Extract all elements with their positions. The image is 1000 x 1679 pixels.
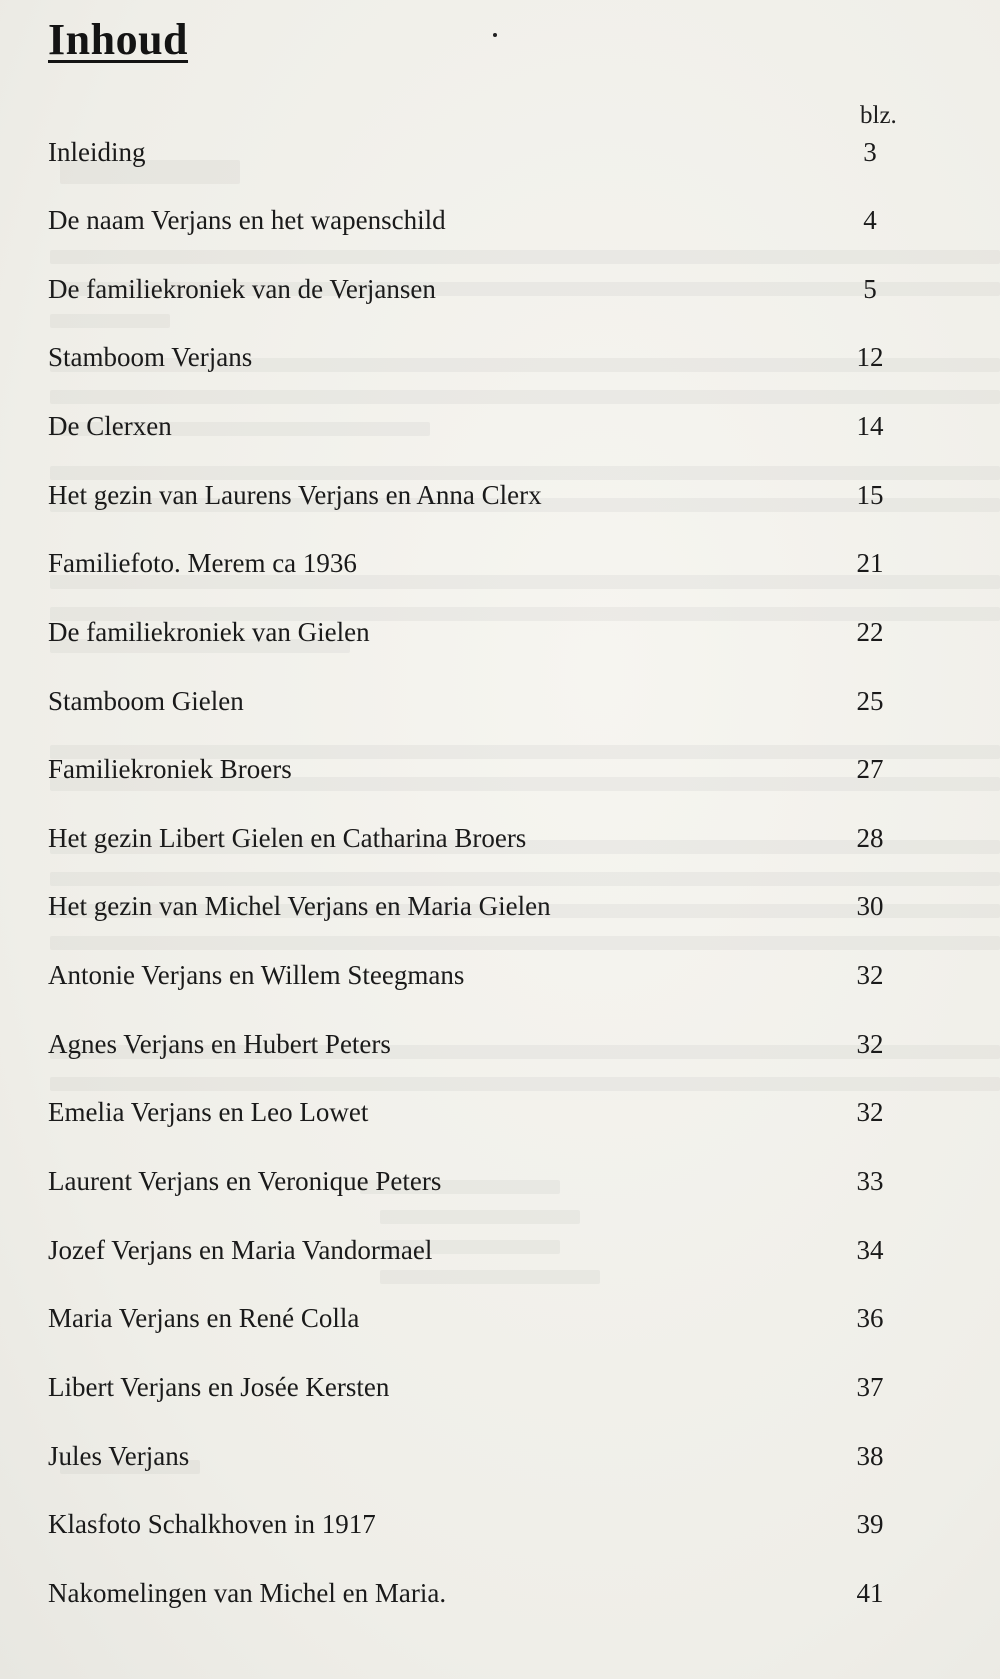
toc-entry-page: 32	[856, 960, 884, 990]
page-column-label: blz.	[860, 102, 897, 129]
toc-entry-page: 5	[863, 274, 877, 304]
toc-entry	[0, 1166, 1000, 1206]
toc-entry-page: 22	[856, 617, 884, 647]
toc-entry	[0, 205, 1000, 245]
toc-entry-page: 30	[856, 891, 884, 921]
toc-entry	[0, 1097, 1000, 1137]
toc-entry	[0, 137, 1000, 177]
toc-entry-page: 38	[856, 1441, 884, 1471]
toc-entry-title: Agnes Verjans en Hubert Peters	[48, 1029, 391, 1059]
toc-entry-title: Stamboom Gielen	[48, 686, 244, 716]
toc-entry-page: 41	[856, 1578, 884, 1608]
toc-entry-title: Het gezin van Michel Verjans en Maria Gielen	[48, 891, 551, 921]
toc-entry-title: Maria Verjans en René Colla	[48, 1303, 360, 1333]
toc-entry-title: Jozef Verjans en Maria Vandormael	[48, 1235, 433, 1265]
toc-entry-title: Laurent Verjans en Veronique Peters	[48, 1166, 442, 1196]
toc-entry	[0, 274, 1000, 314]
toc-entry-title: De Clerxen	[48, 411, 172, 441]
toc-entry-title: Familiefoto. Merem ca 1936	[48, 548, 357, 578]
toc-entry-title: Klasfoto Schalkhoven in 1917	[48, 1509, 376, 1539]
toc-entry-title: Emelia Verjans en Leo Lowet	[48, 1097, 369, 1127]
toc-entry-page: 32	[856, 1029, 884, 1059]
toc-entry	[0, 1509, 1000, 1549]
toc-entry-page: 3	[863, 137, 877, 167]
toc-entry	[0, 1441, 1000, 1481]
toc-entry-title: Inleiding	[48, 137, 146, 167]
toc-entry-title: Het gezin Libert Gielen en Catharina Broers	[48, 823, 527, 853]
toc-entry-page: 34	[856, 1235, 884, 1265]
toc-entry-title: De naam Verjans en het wapenschild	[48, 205, 446, 235]
toc-entry	[0, 891, 1000, 931]
toc-entry-title: Nakomelingen van Michel en Maria.	[48, 1578, 447, 1608]
toc-entry	[0, 1235, 1000, 1275]
toc-entry-page: 14	[856, 411, 884, 441]
toc-entry	[0, 1372, 1000, 1412]
page-title: Inhoud	[48, 15, 189, 64]
toc-entry-page: 37	[856, 1372, 884, 1402]
toc-entry	[0, 411, 1000, 451]
toc-entry	[0, 1029, 1000, 1069]
toc-entry-title: Familiekroniek Broers	[48, 754, 292, 784]
toc-entry-title: Stamboom Verjans	[48, 342, 253, 372]
toc-entry-page: 39	[856, 1509, 884, 1539]
toc-entry	[0, 960, 1000, 1000]
toc-entry-page: 32	[856, 1097, 884, 1127]
toc-entry-title: De familiekroniek van Gielen	[48, 617, 370, 647]
toc-entry-title: Libert Verjans en Josée Kersten	[48, 1372, 390, 1402]
toc-entry	[0, 480, 1000, 520]
toc-entry	[0, 823, 1000, 863]
toc-entry	[0, 1578, 1000, 1618]
toc-entry-page: 33	[856, 1166, 884, 1196]
toc-entry-page: 4	[863, 205, 877, 235]
toc-entry-page: 21	[856, 548, 884, 578]
toc-entry-title: Het gezin van Laurens Verjans en Anna Clerx	[48, 480, 542, 510]
toc-entry	[0, 686, 1000, 726]
toc-entry	[0, 548, 1000, 588]
toc-entry-page: 15	[856, 480, 884, 510]
toc-entry	[0, 754, 1000, 794]
toc-entry-page: 12	[856, 342, 884, 372]
toc-entry	[0, 617, 1000, 657]
toc-entry-page: 28	[856, 823, 884, 853]
toc-entry	[0, 1303, 1000, 1343]
toc-entry-title: Antonie Verjans en Willem Steegmans	[48, 960, 465, 990]
toc-entry-page: 36	[856, 1303, 884, 1333]
toc-entry-title: Jules Verjans	[48, 1441, 190, 1471]
toc-entry-page: 25	[856, 686, 884, 716]
toc-entry	[0, 342, 1000, 382]
speck-mark	[493, 33, 497, 37]
toc-entry-title: De familiekroniek van de Verjansen	[48, 274, 436, 304]
toc-entry-page: 27	[856, 754, 884, 784]
